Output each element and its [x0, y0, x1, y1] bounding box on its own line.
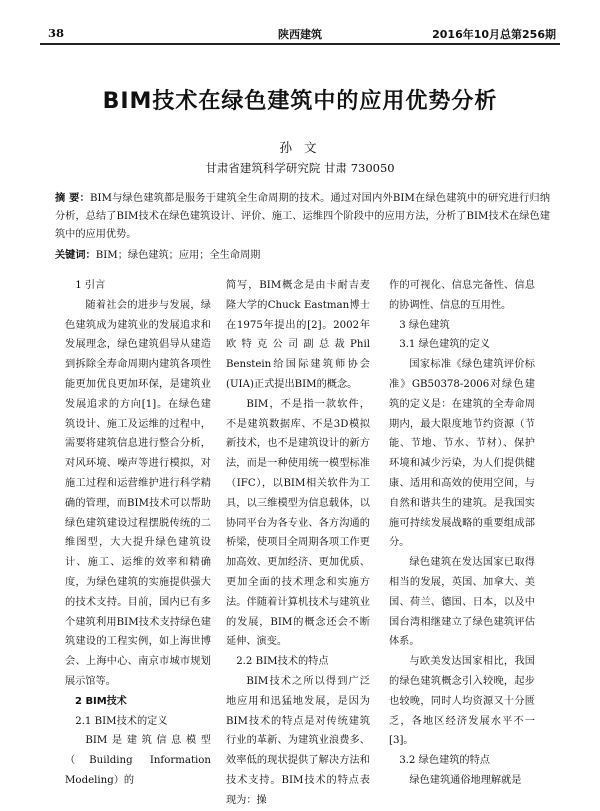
journal-name: 陕西建筑	[278, 28, 322, 41]
paragraph: 绿色建筑通俗地理解就是	[409, 774, 522, 786]
running-header	[40, 20, 560, 42]
page-number: 38	[48, 26, 65, 40]
body-column-3	[389, 276, 535, 791]
header-rule	[40, 43, 560, 45]
paragraph: 简写，BIM概念是由卡耐吉麦隆大学的Chuck Eastman博士在1975年提出的[2]。2002年欧特克公司副总裁Phil Benstein给国际建筑师协会(UIA)正式提出BIM的概念。	[226, 280, 370, 390]
body-column-1	[65, 276, 211, 791]
article-title: BIM技术在绿色建筑中的应用优势分析	[102, 89, 498, 114]
abstract-text: BIM与绿色建筑都是服务于建筑全生命周期的技术。通过对国内外BIM在绿色建筑中的研究进行归纳分析，总结了BIM技术在绿色建筑设计、评价、施工、运维四个阶段中的应用方法，分析了BIM技术在绿色建筑中的应用优势。	[55, 193, 551, 240]
paragraph: 作的可视化、信息完备性、信息的协调性、信息的互用性。	[389, 280, 535, 311]
subsection-heading: 3.2 绿色建筑的特点	[399, 755, 490, 767]
section-heading-green-building: 3 绿色建筑	[399, 319, 450, 331]
author-name: 孙 文	[279, 140, 321, 155]
subsection-heading: 2.1 BIM技术的定义	[75, 715, 168, 727]
abstract-label: 摘 要：	[55, 193, 90, 204]
paragraph: 随着社会的进步与发展，绿色建筑成为建筑业的发展追求和发展理念，绿色建筑倡导从建造到拆除全寿命周期内建筑各项性能更加优良更加环保，是建筑业发展追求的方向[1]。在绿色建筑设计、施工及运维的过程中，需要将建筑信息进行整合分析，对风环境、噪声等进行模拟，对施工过程和运营维护进行科学精确的管理，而BIM技术可以帮助绿色建筑建设过程摆脱传统的二维图型，大大提升绿色建筑设计、施工、运维的效率和精确度，为绿色建筑的实施提供强大的技术支持。目前，国内已有多个建筑利用BIM技术支持绿色建筑建设的工程实例，如上海世博会、上海中心、南京市城市规划展示馆等。	[65, 299, 211, 687]
keywords	[55, 246, 550, 261]
subsection-heading: 3.1 绿色建筑的定义	[399, 339, 490, 351]
abstract	[55, 190, 550, 244]
paragraph: 绿色建筑在发达国家已取得相当的发展，英国、加拿大、美国、荷兰、德国、日本，以及中国台湾相继建立了绿色建筑评估体系。	[389, 557, 535, 648]
issue-info: 2016年10月总第256期	[432, 28, 556, 41]
keywords-text: BIM；绿色建筑；应用；全生命周期	[95, 250, 261, 261]
paragraph: BIM是建筑信息模型（Building Information Modeling）的	[65, 735, 211, 786]
paragraph: 国家标准《绿色建筑评价标准》GB50378-2006对绿色建筑的定义是：在建筑的全寿命周期内，最大限度地节约资源（节能、节地、节水、节材）、保护环境和减少污染，为人们提供健康、适用和高效的使用空间，与自然和谐共生的建筑。是我国实施可持续发展战略的重要组成部分。	[389, 359, 535, 549]
body-column-2	[226, 276, 370, 811]
keywords-label: 关键词：	[55, 250, 96, 261]
author-affiliation: 甘肃省建筑科学研究院 甘肃 730050	[205, 161, 395, 175]
section-heading-bim: 2 BIM技术	[75, 695, 127, 707]
paragraph: 与欧美发达国家相比，我国的绿色建筑概念引入较晚，起步也较晚，同时人均资源又十分匮乏，各地区经济发展水平不一[3]。	[389, 656, 535, 747]
paragraph: BIM技术之所以得到广泛地应用和迅猛地发展，是因为BIM技术的特点是对传统建筑行业的革新、为建筑业浪费多、效率低的现状提供了解决方法和技术支持。BIM技术的特点表现为：操	[226, 675, 370, 806]
paragraph: BIM，不是指一款软件，不是建筑数据库、不是3D模拟新技术，也不是建筑设计的新方法，而是一种使用统一模型标准（IFC），以BIM相关软件为工具，以三维模型为信息载体，以协同平台为各专业、各方沟通的桥梁，使项目全周期各项工作更加高效、更加经济、更加优质、更加全面的技术理念和实施方法。伴随着计算机技术与建筑业的发展，BIM的概念还会不断延伸、演变。	[226, 398, 370, 648]
subsection-heading: 2.2 BIM技术的特点	[236, 656, 329, 668]
section-heading-introduction: 1 引言	[75, 280, 106, 291]
